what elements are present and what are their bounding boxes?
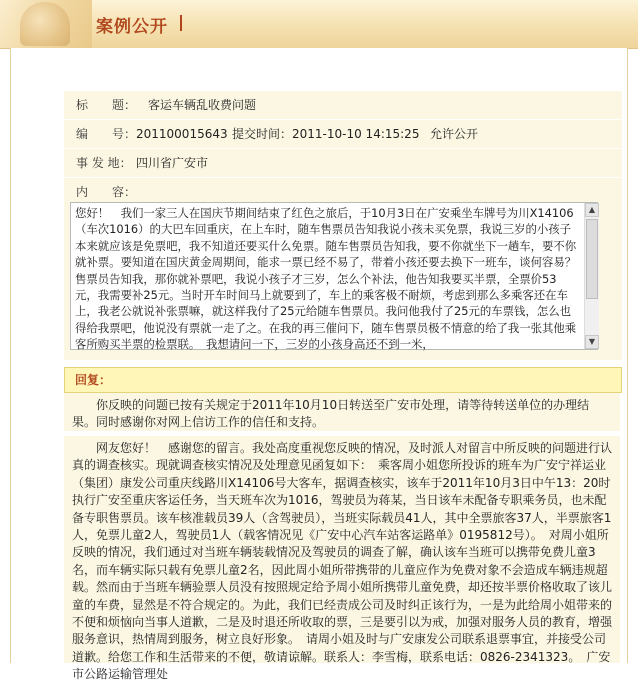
page-title: 案例公开 (96, 17, 168, 37)
page-header (0, 0, 638, 49)
header-figure-icon (20, 2, 70, 46)
submit-time-label: 提交时间： (232, 127, 293, 141)
message-scrollbar[interactable] (584, 203, 599, 349)
reply-heading (64, 367, 622, 393)
public-status: 允许公开 (430, 127, 479, 141)
triangle-up-icon[interactable]: ▲ (585, 203, 599, 217)
reply-answer: 网友您好！ 感谢您的留言。我处高度重视您反映的情况，及时派人对留言中所反映的问题进行认真的调查核实。现就调查核实情况及处理意见函复如下： 乘客周小姐您所投诉的班车为广安宁祥运业（集团）康发公司重庆线路川X14106号大客车，据调查核实，该车于2011年10月3日中午13：20时执行广安至重庆客运任务，当天班车次为1016，驾驶员为蒋某，当日该车未配备专职乘务员，也未配备专职售票员。该车核准载员39人（含驾驶员），当班实际载员41人，其中全票旅客37人，半票旅客1人，免票儿童2人，驾驶员1人（载客情况见《广安中心汽车站客运路单》0195812号）。 对周小姐所反映的情况，我们通过对当班车辆装载情况及驾驶员的调查了解，确认该车当班可以携带免费儿童3名，而车辆实际只载有免票儿童2名，因此周小姐所带携带的儿童应作为免费对象不会造成车辆违规超载。然而由于当班车辆验票人员没有按照规定给予周小姐所携带儿童免费，却还按半票价格收取了该儿童的车费，显然是不符合规定的。为此，我们已经责成公司及时纠正该行为，一是为此给周小姐带来的不便和烦恼向当事人道歉，二是及时退还所收取的票，三是要引以为戒，加强对服务人员的教育，增强服务意识，热情周到服务，树立良好形象。 请周小姐及时与广安康发公司联系退票事宜，并接受公司道歉。给您工作和生活带来的不便，敬请谅解。联系人：李雪梅，联系电话：0826-2341323。 广安市公路运输管理处 (64, 436, 620, 663)
content-label: 内 容： (76, 185, 137, 199)
message-textarea[interactable] (70, 202, 598, 350)
scrollbar-thumb[interactable] (586, 219, 598, 299)
submit-time-value: 2011-10-10 14:15:25 (292, 127, 420, 141)
number-value: 201100015643 (136, 127, 228, 141)
number-label: 编 号： (76, 127, 137, 141)
title-divider (180, 15, 182, 31)
header-decoration (0, 0, 92, 48)
title-label: 标 题： (76, 98, 137, 112)
triangle-down-icon[interactable]: ▼ (585, 335, 599, 349)
location-value: 四川省广安市 (136, 156, 209, 170)
location-label: 事 发 地： (76, 156, 132, 170)
message-text: 您好！ 我们一家三人在国庆节期间结束了红色之旅后，于10月3日在广安乘坐车牌号为川X14106（车次1016）的大巴车回重庆，在上车时，随车售票员告知我说小孩未买免票，我说三岁的小孩子本来就应该是免票吧，我不知道还要买什么免票。随车售票员告知我，要不你就坐下一趟车，要不你就补票。要知道在国庆黄金周期间，能求一票已经不易了，带着小孩还要去换下一班车，谈何容易？售票员告知我，那你就补票吧，我说小孩子才三岁，怎么个补法，他告知我要买半票，全票价53元，我需要补25元。当时开车时间马上就要到了，车上的乘客极不耐烦，考虑到那么多乘客还在车上，我老公就说补张票嘛，就这样我付了25元给随车售票员。我问他我付了25元的车票钱，怎么也得给我票吧，他说没有票就一走了之。在我的再三催问下，随车售票员极不情意的给了我一张其他乘客所购买半票的检票联。 我想请问一下，三岁的小孩身高还不到一米， (75, 206, 577, 352)
reply-heading-text: 回复： (75, 373, 112, 387)
title-value: 客运车辆乱收费问题 (148, 98, 257, 112)
reply-forward-notice: 你反映的问题已按有关规定于2011年10月10日转送至广安市处理，请等待转送单位的办理结果。同时感谢你对网上信访工作的信任和支持。 (64, 393, 620, 431)
number-row (64, 120, 622, 149)
title-row (64, 91, 622, 120)
location-row (64, 149, 622, 178)
